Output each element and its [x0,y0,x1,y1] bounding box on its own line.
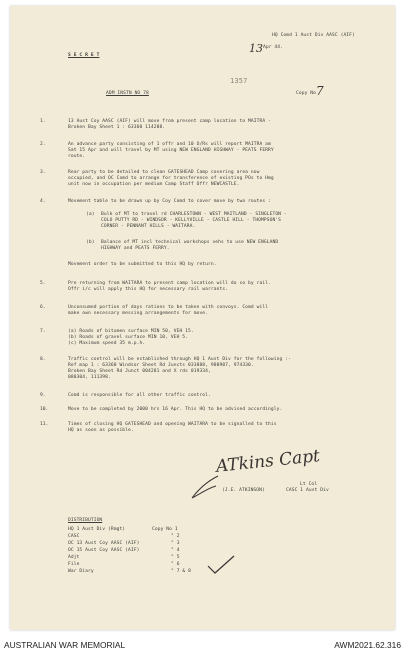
distribution-recipient: War Diary [68,569,94,574]
item-line: Sat 15 Apr and will travel by MT using NEW ENGLAND HIGHWAY - PEATS FERRY [68,148,274,153]
item-line: Move to be completed by 2000 hrs 16 Apr. This HQ to be advised accordingly. [68,407,283,412]
item-line: Rear party to be detailed to clean GATESHEAD Camp covering area now [68,170,260,175]
item-line: Pre returning from WAITARA to present camp location will do so by rail. [68,281,271,286]
route-line: COLO PUTTY RD - WINDSOR - KELLYVILLE - CASTLE HILL - THOMPSON'S [101,218,282,223]
item-number: 10. [40,407,49,412]
header-date: Apr 44. [263,45,284,50]
distribution-recipient: OC 13 Aust Coy AASC (AIF) [68,541,140,546]
item-line: Offr i/c will apply this HQ for necessary rail warrants. [68,287,229,292]
item-number: 8. [40,357,46,362]
copy-label: Copy No [296,91,317,96]
distribution-copy: Copy No 1 [152,527,178,532]
item-line: Broken Bay Sheet Rd Junct 004281 and X rds 019334, [68,369,211,374]
route-line: Balance of MT incl technical workshops vehs to use NEW ENGLAND [101,240,279,245]
route-line: Bulk of MT to travel rd CHARLESTOWN - WEST MAITLAND - SINGLETON - [101,212,287,217]
distribution-recipient: CASC [68,534,80,539]
signatory-rank: Lt Col [300,482,318,487]
header-unit: HQ Comd 1 Aust Div AASC (AIF) [272,33,355,38]
item-number: 5. [40,281,46,286]
distribution-copy: " 2 [171,534,180,539]
footer-institution: AUSTRALIAN WAR MEMORIAL [4,640,126,650]
item-line: HQ as soon as possible. [68,428,134,433]
item-line: route. [68,154,86,159]
item-number: 2. [40,142,46,147]
item-number: 9. [40,393,46,398]
item-number: 6. [40,305,46,310]
item-line: Unconsumed portion of days rations to be taken with convoys. Comd will [68,305,269,310]
route-line: HIGHWAY and PEATS FERRY. [101,246,170,251]
item-line: Ref map 1 : 63360 Windsor Sheet Rd Juncts 033888, 988907, 974330. [68,363,254,368]
distribution-title: DISTRIBUTION [68,518,103,523]
item-line: Times of closing HQ GATESHEAD and opening WAITARA to be signalled to this [68,422,277,427]
distribution-copy: " 4 [171,548,180,553]
route-label: (a) [86,212,95,217]
item-line: make own necessary messing arrangements for move. [68,311,209,316]
item-line: Movement table to be drawn up by Coy Comd to cover move by two routes : [68,199,271,204]
movement-order-note: Movement order to be submitted to this HQ by return. [68,262,217,267]
order-title: ADM INSTN NO 78 [106,91,149,96]
item-number: 3. [40,170,46,175]
item-line: (b) Roads of gravel surface MIN 10, VEH 5. [68,335,189,340]
distribution-recipient: HQ 1 Aust Div (Rmgt) [68,527,126,532]
reference-number: 1357 [230,77,248,85]
item-line: An advance party consisting of 1 offr and 10 O/Rs will report MAITRA am [68,142,271,147]
item-line: Traffic control will be established through HQ 1 Aust Div for the following :- [68,357,291,362]
item-line: (a) Roads of bitumen surface MIN 50, VEH 15. [68,329,194,334]
item-line: 080304, 111398. [68,375,111,380]
item-line: 13 Aust Coy AASC (AIF) will move from present camp location to MAITRA - [68,119,271,124]
route-line: CORNER - PENNANT HILLS - WAITARA. [101,224,196,229]
item-line: unit now in occupation per medium Camp Staff Offr NEWCASTLE. [68,182,240,187]
signatory-name: (J.E. ATKINSON) [222,488,265,493]
document-page [10,6,395,630]
classification-label: S E C R E T [68,53,100,58]
distribution-copy: " 6 [171,562,180,567]
distribution-recipient: OC 15 Aust Coy AASC (AIF) [68,548,140,553]
item-line: occupied, and OC Comd to arrange for transference of existing POs to Hmg [68,176,274,181]
route-label: (b) [86,240,95,245]
distribution-recipient: File [68,562,80,567]
item-line: Broken Bay Sheet 1 : 63360 114288. [68,125,166,130]
copy-number-handwritten: 7 [316,84,324,98]
item-number: 11. [40,422,49,427]
checkmark-handwritten [206,554,236,576]
item-line: (c) Maximum speed 35 m.p.h. [68,341,146,346]
item-number: 7. [40,329,46,334]
item-number: 1. [40,119,46,124]
distribution-copy: " 7 & 8 [171,569,192,574]
distribution-copy: " 3 [171,541,180,546]
footer-bar [0,638,405,653]
signatory-title: CASC 1 Aust Div [286,488,329,493]
distribution-copy: " 5 [171,555,180,560]
signature-handwritten: ATkins Capt [215,446,321,477]
header-date-handwritten: 13 [249,42,263,55]
distribution-recipient: Adjt [68,555,80,560]
item-number: 4. [40,199,46,204]
footer-accession-number: AWM2021.62.316 [334,640,401,650]
item-line: Comd is responsible for all other traffic control. [68,393,211,398]
